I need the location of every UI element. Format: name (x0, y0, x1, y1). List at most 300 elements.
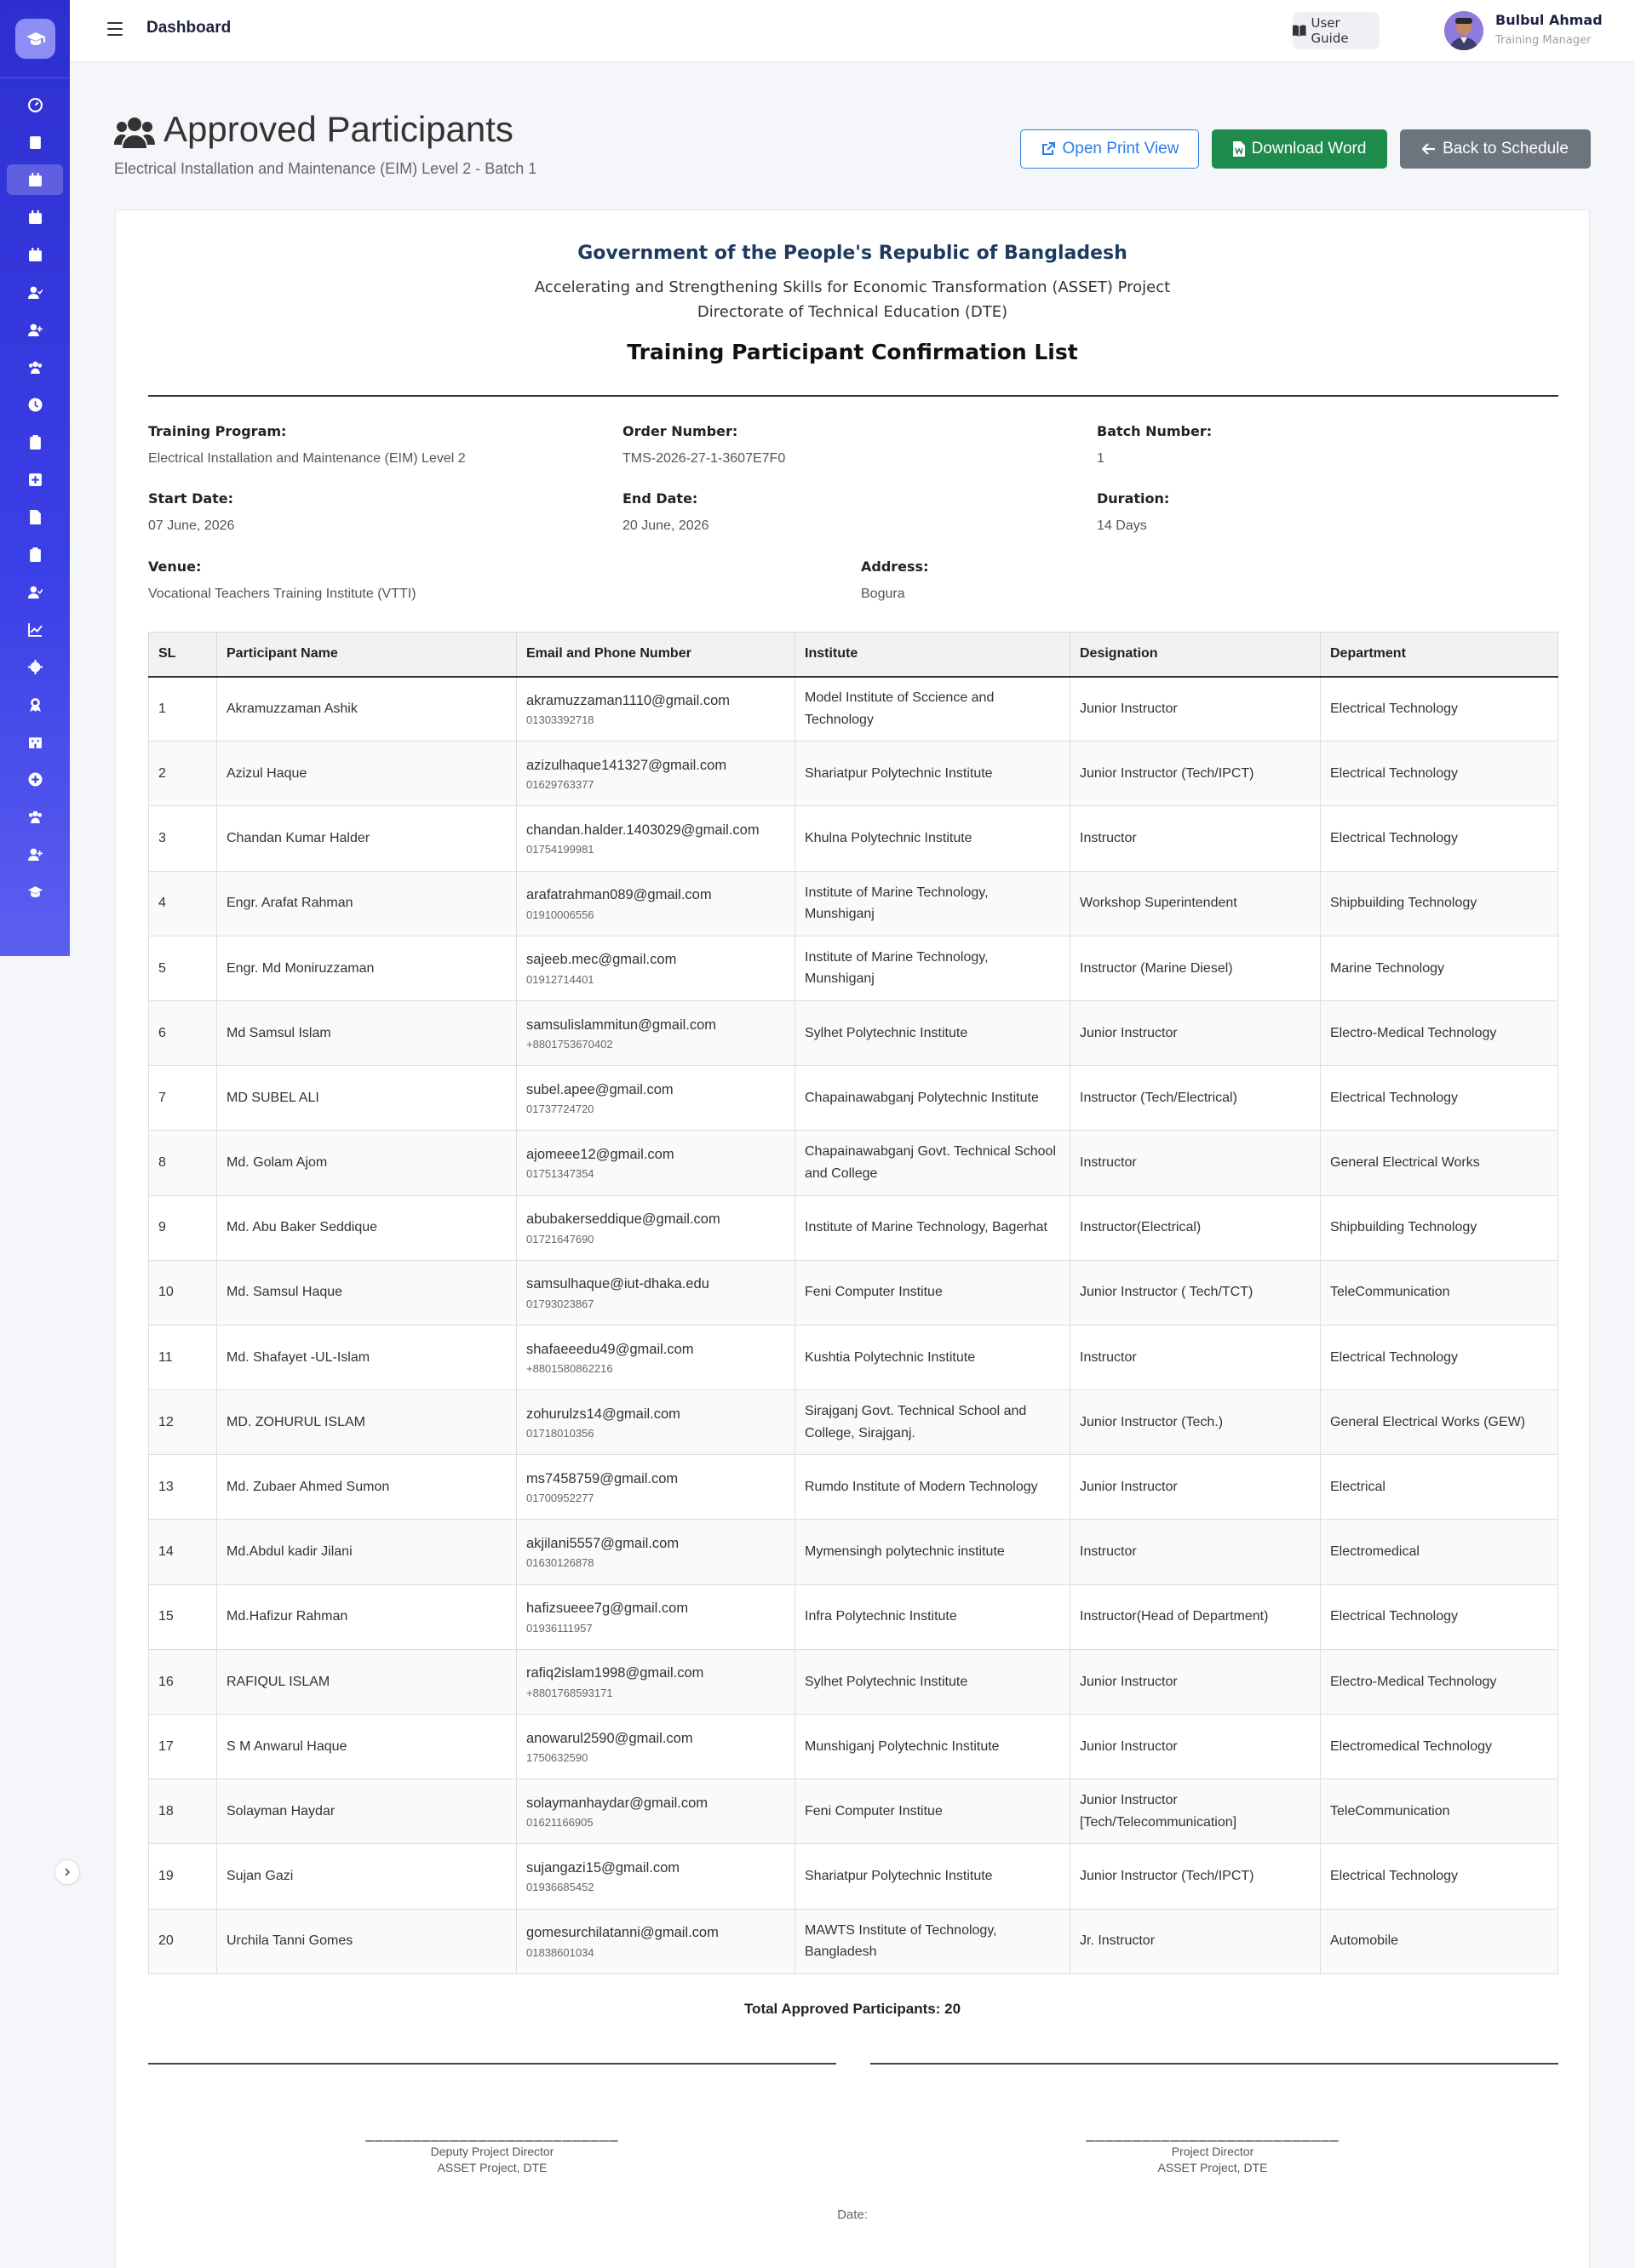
signature-dashes: ___________________________ (1086, 2125, 1340, 2142)
table-row (149, 1649, 1558, 1714)
table-row (149, 1715, 1558, 1779)
user-check-icon (28, 285, 43, 300)
sidebar-toggle-button[interactable] (54, 1859, 80, 1885)
government-heading: Government of the People's Republic of Bangladesh (577, 243, 1127, 264)
cell-email-phone (517, 1520, 795, 1584)
cell-email-phone (517, 1844, 795, 1909)
cell-designation: Junior Instructor (Tech.) (1070, 1390, 1321, 1455)
menu-toggle-icon[interactable] (107, 22, 123, 36)
cell-name: RAFIQUL ISLAM (217, 1649, 517, 1714)
meta-value: TMS-2026-27-1-3607E7F0 (622, 451, 786, 466)
meta-value: 07 June, 2026 (148, 518, 235, 533)
cell-department: TeleCommunication (1321, 1260, 1558, 1325)
user-role: Training Manager (1495, 34, 1592, 47)
cell-designation: Instructor (1070, 1325, 1321, 1389)
cell-name: Urchila Tanni Gomes (217, 1909, 517, 1973)
cell-institute: Sylhet Polytechnic Institute (795, 1000, 1070, 1065)
cell-email-phone (517, 1131, 795, 1195)
signature-org: ASSET Project, DTE (1157, 2160, 1268, 2174)
book-open-icon (1293, 25, 1306, 37)
meta-value: Electrical Installation and Maintenance (EIM) Level 2 (148, 451, 466, 466)
sidebar-item-6[interactable] (7, 314, 63, 345)
cell-sl: 4 (149, 871, 217, 936)
user-name[interactable]: Bulbul Ahmad (1495, 12, 1603, 28)
cell-email-phone (517, 1715, 795, 1779)
building-icon (28, 735, 43, 749)
column-header-department: Department (1321, 633, 1558, 677)
meta-venue (148, 558, 416, 602)
cell-department: Electrical Technology (1321, 1844, 1558, 1909)
award-icon (28, 697, 43, 712)
signature-rule (148, 2063, 836, 2065)
cell-department: Electrical Technology (1321, 742, 1558, 806)
cell-institute: Mymensingh polytechnic institute (795, 1520, 1070, 1584)
participant-phone: 01912714401 (526, 972, 594, 986)
cell-institute: Khulna Polytechnic Institute (795, 806, 1070, 871)
participant-email: arafatrahman089@gmail.com (526, 887, 712, 903)
signature-title: Project Director (1171, 2145, 1254, 2159)
user-guide-button[interactable] (1293, 12, 1380, 49)
plus-circle-icon (28, 772, 43, 787)
project-name: Accelerating and Strengthening Skills for Economic Transformation (ASSET) Project (534, 278, 1171, 296)
cell-name: MD SUBEL ALI (217, 1066, 517, 1131)
sidebar-item-12[interactable] (7, 539, 63, 570)
sidebar-item-3[interactable] (7, 202, 63, 232)
document-card (115, 209, 1590, 2268)
cell-institute: Sylhet Polytechnic Institute (795, 1649, 1070, 1714)
table-row (149, 1455, 1558, 1520)
table-row (149, 1260, 1558, 1325)
sidebar-item-10[interactable] (7, 464, 63, 495)
table-row (149, 1066, 1558, 1131)
cell-name: Engr. Md Moniruzzaman (217, 936, 517, 1000)
dashboard-icon (28, 98, 43, 112)
cell-email-phone (517, 806, 795, 871)
cell-email-phone (517, 1195, 795, 1260)
cell-department: Shipbuilding Technology (1321, 1195, 1558, 1260)
cell-institute: Institute of Marine Technology, Munshiganj (795, 936, 1070, 1000)
page-subtitle: Electrical Installation and Maintenance (EIM) Level 2 - Batch 1 (114, 160, 537, 177)
plus-square-icon (28, 472, 43, 487)
column-header-institute: Institute (795, 633, 1070, 677)
header-divider (148, 395, 1558, 397)
meta-label: End Date: (622, 490, 698, 507)
cell-sl: 2 (149, 742, 217, 806)
cell-sl: 6 (149, 1000, 217, 1065)
cell-email-phone (517, 1260, 795, 1325)
meta-label: Order Number: (622, 423, 738, 439)
cell-sl: 5 (149, 936, 217, 1000)
participant-phone: +8801753670402 (526, 1037, 613, 1051)
cell-designation: Junior Instructor ( Tech/TCT) (1070, 1260, 1321, 1325)
open-print-view-label: Open Print View (1062, 140, 1179, 158)
cell-designation: Instructor (1070, 806, 1321, 871)
sidebar-item-19[interactable] (7, 801, 63, 832)
meta-label: Venue: (148, 558, 202, 575)
participant-phone: 01751347354 (526, 1167, 594, 1181)
cell-department: TeleCommunication (1321, 1779, 1558, 1844)
cell-designation: Junior Instructor [Tech/Telecommunication] (1070, 1779, 1321, 1844)
cell-name: Md.Hafizur Rahman (217, 1584, 517, 1649)
meta-batch-number (1097, 423, 1212, 467)
cog-icon (28, 660, 43, 674)
cell-sl: 9 (149, 1195, 217, 1260)
back-to-schedule-label: Back to Schedule (1443, 140, 1569, 158)
cell-sl: 14 (149, 1520, 217, 1584)
table-row (149, 936, 1558, 1000)
cell-department: General Electrical Works (GEW) (1321, 1390, 1558, 1455)
participant-email: rafiq2islam1998@gmail.com (526, 1665, 704, 1681)
column-header-sl: SL (149, 633, 217, 677)
cell-department: Electromedical (1321, 1520, 1558, 1584)
participant-email: akramuzzaman1110@gmail.com (526, 692, 730, 708)
meta-value: Vocational Teachers Training Institute (VTTI) (148, 587, 416, 601)
cell-name: S M Anwarul Haque (217, 1715, 517, 1779)
cell-name: Md.Abdul kadir Jilani (217, 1520, 517, 1584)
sidebar-item-16[interactable] (7, 689, 63, 719)
file-word-icon (1233, 141, 1245, 157)
meta-value: 14 Days (1097, 518, 1147, 533)
participant-email: zohurulzs14@gmail.com (526, 1406, 680, 1422)
cell-department: Electromedical Technology (1321, 1715, 1558, 1779)
file-icon (28, 510, 43, 524)
column-header-designation: Designation (1070, 633, 1321, 677)
page-title: Approved Participants (164, 109, 513, 149)
cell-designation: Junior Instructor (1070, 677, 1321, 742)
meta-training-program (148, 423, 466, 467)
cell-email-phone (517, 1649, 795, 1714)
back-to-schedule-button[interactable] (1400, 129, 1591, 169)
download-word-label: Download Word (1251, 140, 1367, 158)
meta-label: Batch Number: (1097, 423, 1213, 439)
cell-institute: Shariatpur Polytechnic Institute (795, 742, 1070, 806)
cell-department: Automobile (1321, 1909, 1558, 1973)
cell-designation: Jr. Instructor (1070, 1909, 1321, 1973)
cell-sl: 19 (149, 1844, 217, 1909)
sidebar-item-2[interactable] (7, 164, 63, 195)
meta-label: Training Program: (148, 423, 287, 439)
date-label: Date: (837, 2208, 868, 2222)
cell-department: Electrical Technology (1321, 1584, 1558, 1649)
open-print-view-button[interactable] (1020, 129, 1199, 169)
participant-email: samsulhaque@iut-dhaka.edu (526, 1276, 709, 1292)
clock-icon (28, 398, 43, 412)
table-row (149, 1000, 1558, 1065)
cell-department: Electrical Technology (1321, 806, 1558, 871)
signature-rule (870, 2063, 1558, 2065)
cell-institute: Infra Polytechnic Institute (795, 1584, 1070, 1649)
meta-value: 20 June, 2026 (622, 518, 709, 533)
cell-department: Shipbuilding Technology (1321, 871, 1558, 936)
signature-dashes: ___________________________ (365, 2125, 619, 2142)
cell-institute: Sirajganj Govt. Technical School and College, Sirajganj. (795, 1390, 1070, 1455)
meta-label: Duration: (1097, 490, 1170, 507)
participant-email: subel.apee@gmail.com (526, 1081, 674, 1097)
column-header-email-phone: Email and Phone Number (517, 633, 795, 677)
participant-email: anowarul2590@gmail.com (526, 1730, 693, 1746)
graduation-cap-logo-icon[interactable] (15, 19, 55, 59)
table-header-row (149, 633, 1558, 677)
participant-email: hafizsueee7g@gmail.com (526, 1601, 689, 1617)
cell-designation: Instructor (Marine Diesel) (1070, 936, 1321, 1000)
participant-email: abubakerseddique@gmail.com (526, 1211, 720, 1228)
cell-designation: Junior Instructor (1070, 1000, 1321, 1065)
sidebar-item-8[interactable] (7, 389, 63, 420)
participant-phone: 01718010356 (526, 1427, 594, 1440)
participant-phone: 01737724720 (526, 1102, 594, 1116)
clipboard-icon (28, 435, 43, 450)
book-icon (28, 135, 43, 150)
cell-institute: Shariatpur Polytechnic Institute (795, 1844, 1070, 1909)
cell-sl: 16 (149, 1649, 217, 1714)
participant-phone: 01910006556 (526, 908, 594, 921)
participant-email: azizulhaque141327@gmail.com (526, 757, 727, 773)
participant-email: shafaeeedu49@gmail.com (526, 1341, 694, 1357)
table-row (149, 1520, 1558, 1584)
cell-email-phone (517, 1779, 795, 1844)
table-row (149, 871, 1558, 936)
cell-designation: Instructor(Electrical) (1070, 1195, 1321, 1260)
cell-name: Md. Golam Ajom (217, 1131, 517, 1195)
user-guide-label: User Guide (1311, 15, 1349, 46)
cell-institute: Institute of Marine Technology, Munshiganj (795, 871, 1070, 936)
cell-email-phone (517, 1066, 795, 1131)
participant-email: sujangazi15@gmail.com (526, 1860, 680, 1876)
cell-designation: Junior Instructor (1070, 1715, 1321, 1779)
cell-sl: 17 (149, 1715, 217, 1779)
cell-sl: 1 (149, 677, 217, 742)
meta-order-number (622, 423, 785, 467)
participant-email: samsulislammitun@gmail.com (526, 1017, 717, 1033)
cell-sl: 18 (149, 1779, 217, 1844)
cell-designation: Workshop Superintendent (1070, 871, 1321, 936)
cell-designation: Instructor (1070, 1131, 1321, 1195)
meta-value: 1 (1097, 451, 1104, 466)
cell-email-phone (517, 871, 795, 936)
cell-designation: Junior Instructor (Tech/IPCT) (1070, 1844, 1321, 1909)
participant-phone: 01630126878 (526, 1556, 594, 1570)
participant-email: sajeeb.mec@gmail.com (526, 952, 677, 968)
table-row (149, 1779, 1558, 1844)
cell-department: General Electrical Works (1321, 1131, 1558, 1195)
cell-email-phone (517, 1455, 795, 1520)
table-row (149, 1325, 1558, 1389)
participant-phone: 01621166905 (526, 1816, 594, 1830)
cell-sl: 10 (149, 1260, 217, 1325)
participant-email: chandan.halder.1403029@gmail.com (526, 822, 760, 839)
topbar (70, 0, 1635, 61)
sidebar-item-5[interactable] (7, 277, 63, 307)
cell-email-phone (517, 1325, 795, 1389)
cell-institute: Kushtia Polytechnic Institute (795, 1325, 1070, 1389)
users-icon (28, 360, 43, 375)
cell-sl: 20 (149, 1909, 217, 1973)
participant-email: solaymanhaydar@gmail.com (526, 1795, 708, 1811)
cell-designation: Instructor (1070, 1520, 1321, 1584)
cell-designation: Junior Instructor (1070, 1649, 1321, 1714)
cell-name: Engr. Arafat Rahman (217, 871, 517, 936)
document-title: Training Participant Confirmation List (627, 340, 1078, 364)
cell-name: Azizul Haque (217, 742, 517, 806)
table-row (149, 1909, 1558, 1973)
meta-value: Bogura (861, 587, 905, 601)
cell-institute: Feni Computer Institue (795, 1779, 1070, 1844)
sidebar-item-13[interactable] (7, 576, 63, 607)
cell-department: Electrical Technology (1321, 1325, 1558, 1389)
calendar-plus-icon (28, 210, 43, 225)
sidebar-item-0[interactable] (7, 89, 63, 120)
cell-email-phone (517, 1909, 795, 1973)
user-plus-alt-icon (28, 847, 43, 862)
chart-line-icon (28, 622, 43, 637)
meta-start-date (148, 490, 234, 534)
cell-designation: Junior Instructor (Tech/IPCT) (1070, 742, 1321, 806)
user-check-alt-icon (28, 585, 43, 599)
calendar-alt-icon (28, 248, 43, 262)
cell-email-phone (517, 677, 795, 742)
participant-email: akjilani5557@gmail.com (526, 1536, 680, 1552)
signature-project-director (1068, 2124, 1357, 2175)
cell-department: Electrical (1321, 1455, 1558, 1520)
participant-email: gomesurchilatanni@gmail.com (526, 1925, 719, 1941)
meta-address (861, 558, 928, 602)
participants-table (148, 632, 1558, 1974)
participant-phone: 01936685452 (526, 1881, 594, 1894)
total-participants: Total Approved Participants: 20 (743, 2001, 961, 2017)
cell-name: Akramuzzaman Ashik (217, 677, 517, 742)
cell-sl: 12 (149, 1390, 217, 1455)
sidebar-item-4[interactable] (7, 239, 63, 270)
cell-name: Md. Abu Baker Seddique (217, 1195, 517, 1260)
sidebar-item-7[interactable] (7, 352, 63, 382)
download-word-button[interactable] (1212, 129, 1387, 169)
cell-name: Md Samsul Islam (217, 1000, 517, 1065)
participant-phone: +8801580862216 (526, 1361, 613, 1375)
calendar-icon (28, 173, 43, 187)
directorate-name: Directorate of Technical Education (DTE) (697, 303, 1008, 321)
cell-institute: Chapainawabganj Polytechnic Institute (795, 1066, 1070, 1131)
signature-org: ASSET Project, DTE (437, 2160, 548, 2174)
meta-label: Start Date: (148, 490, 234, 507)
signature-title: Deputy Project Director (430, 2145, 554, 2159)
cell-institute: Chapainawabganj Govt. Technical School and College (795, 1131, 1070, 1195)
table-row (149, 677, 1558, 742)
table-row (149, 1390, 1558, 1455)
cell-designation: Instructor (Tech/Electrical) (1070, 1066, 1321, 1131)
sidebar-item-17[interactable] (7, 726, 63, 757)
sidebar-item-14[interactable] (7, 614, 63, 644)
cell-sl: 11 (149, 1325, 217, 1389)
cell-department: Electro-Medical Technology (1321, 1000, 1558, 1065)
cell-department: Electrical Technology (1321, 1066, 1558, 1131)
sidebar-item-9[interactable] (7, 427, 63, 457)
table-row (149, 1844, 1558, 1909)
clipboard-check-icon (28, 547, 43, 562)
arrow-left-icon (1422, 143, 1436, 155)
cell-email-phone (517, 1584, 795, 1649)
cell-name: Md. Zubaer Ahmed Sumon (217, 1455, 517, 1520)
cell-name: MD. ZOHURUL ISLAM (217, 1390, 517, 1455)
cell-email-phone (517, 936, 795, 1000)
cell-name: Sujan Gazi (217, 1844, 517, 1909)
external-link-icon (1041, 141, 1056, 157)
participant-phone: 01629763377 (526, 778, 594, 792)
sidebar-item-18[interactable] (7, 764, 63, 794)
meta-label: Address: (861, 558, 929, 575)
avatar[interactable] (1444, 11, 1483, 50)
table-row (149, 806, 1558, 871)
sidebar-item-15[interactable] (7, 651, 63, 682)
sidebar-item-20[interactable] (7, 839, 63, 869)
cell-name: Md. Shafayet -UL-Islam (217, 1325, 517, 1389)
cell-sl: 15 (149, 1584, 217, 1649)
cell-sl: 7 (149, 1066, 217, 1131)
chevron-right-icon (62, 1867, 72, 1877)
cell-department: Electro-Medical Technology (1321, 1649, 1558, 1714)
sidebar-item-21[interactable] (7, 876, 63, 907)
users-icon (114, 116, 155, 150)
cell-email-phone (517, 1000, 795, 1065)
sidebar (0, 0, 70, 956)
participant-phone: 1750632590 (526, 1751, 588, 1765)
cell-institute: Model Institute of Sccience and Technology (795, 677, 1070, 742)
sidebar-divider (0, 77, 70, 78)
participant-phone: +8801768593171 (526, 1686, 613, 1699)
participant-phone: 01700952277 (526, 1492, 594, 1505)
cell-sl: 3 (149, 806, 217, 871)
cell-institute: Feni Computer Institue (795, 1260, 1070, 1325)
cell-sl: 8 (149, 1131, 217, 1195)
table-row (149, 1195, 1558, 1260)
topbar-title: Dashboard (146, 19, 232, 37)
cell-email-phone (517, 742, 795, 806)
cell-name: Solayman Haydar (217, 1779, 517, 1844)
participant-email: ms7458759@gmail.com (526, 1470, 679, 1486)
cell-institute: Rumdo Institute of Modern Technology (795, 1455, 1070, 1520)
table-row (149, 742, 1558, 806)
user-plus-icon (28, 323, 43, 337)
meta-duration (1097, 490, 1169, 534)
cell-department: Electrical Technology (1321, 677, 1558, 742)
cell-sl: 13 (149, 1455, 217, 1520)
sidebar-item-11[interactable] (7, 501, 63, 532)
table-row (149, 1584, 1558, 1649)
cell-name: Md. Samsul Haque (217, 1260, 517, 1325)
participant-phone: 01936111957 (526, 1621, 593, 1635)
cell-institute: Munshiganj Polytechnic Institute (795, 1715, 1070, 1779)
cell-institute: MAWTS Institute of Technology, Bangladesh (795, 1909, 1070, 1973)
table-row (149, 1131, 1558, 1195)
cell-institute: Institute of Marine Technology, Bagerhat (795, 1195, 1070, 1260)
signature-deputy-project-director (347, 2124, 637, 2175)
users-alt-icon (28, 810, 43, 824)
participant-phone: 01793023867 (526, 1297, 594, 1310)
cell-designation: Instructor(Head of Department) (1070, 1584, 1321, 1649)
cell-name: Chandan Kumar Halder (217, 806, 517, 871)
participant-phone: 01721647690 (526, 1232, 594, 1246)
graduation-cap-icon (28, 885, 43, 899)
column-header-name: Participant Name (217, 633, 517, 677)
sidebar-item-1[interactable] (7, 127, 63, 158)
cell-email-phone (517, 1390, 795, 1455)
cell-designation: Junior Instructor (1070, 1455, 1321, 1520)
participant-phone: 01303392718 (526, 713, 594, 727)
cell-department: Marine Technology (1321, 936, 1558, 1000)
meta-end-date (622, 490, 708, 534)
participant-phone: 01838601034 (526, 1945, 594, 1959)
participant-phone: 01754199981 (526, 843, 594, 856)
participant-email: ajomeee12@gmail.com (526, 1146, 674, 1162)
